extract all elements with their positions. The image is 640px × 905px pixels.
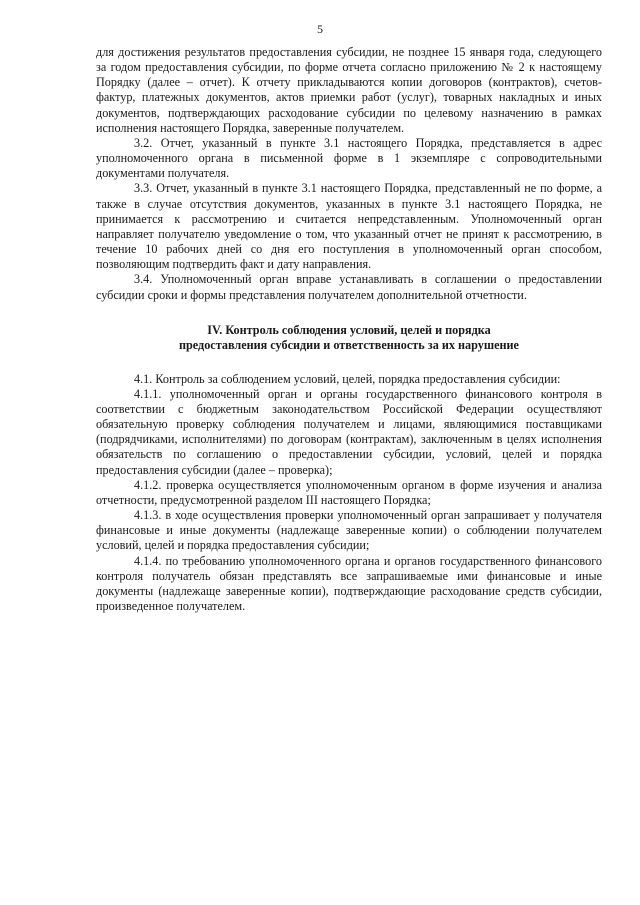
paragraph-3-3: 3.3. Отчет, указанный в пункте 3.1 настоящего Порядка, представленный не по форме, а также в случае отсутствия документов, указанных в пункте 3.1 настоящего Порядка, не принимается к рассмотрению и считается непредставленным. Уполномоченный орган направляет получателю уведомление о том, что указанный отчет не принят к рассмотрению, в течение 10 рабочих дней со дня его поступления в уполномоченный орган способом, позволяющим подтвердить факт и дату направления. xyxy=(96,181,602,272)
paragraph-4-1-4: 4.1.4. по требованию уполномоченного органа и органов государственного финансового контроля получатель обязан представлять все запрашиваемые ими финансовые и иные документы (надлежаще заверенные копии), подтверждающие расходование средств субсидии, произведенное получателем. xyxy=(96,553,602,613)
section-heading-line-2: предоставления субсидии и ответственность за их нарушение xyxy=(179,337,519,352)
paragraph-4-1-1: 4.1.1. уполномоченный орган и органы государственного финансового контроля в соответствии с бюджетным законодательством Российской Федерации осуществляют обязательную проверку соблюдения получателем и лицами, являющимися поставщиками (подрядчиками, исполнителями) по договорам (контрактам), заключенным в целях исполнения обязательств по соглашению о предоставлении субсидии, условий, целей и порядка предоставления субсидии (далее – проверка); xyxy=(96,386,602,477)
paragraph-4-1-2: 4.1.2. проверка осуществляется уполномоченным органом в форме изучения и анализа отчетности, предусмотренной разделом III настоящего Порядка; xyxy=(96,477,602,507)
document-body xyxy=(96,45,602,614)
section-heading xyxy=(96,323,602,353)
paragraph-4-1-3: 4.1.3. в ходе осуществления проверки уполномоченный орган запрашивает у получателя финансовые и иные документы (надлежаще заверенные копии) о соблюдении получателем условий, целей и порядка предоставления субсидии; xyxy=(96,508,602,553)
paragraph-3-1-continued: для достижения результатов предоставления субсидии, не позднее 15 января года, следующего за годом предоставления субсидии, по форме отчета согласно приложению № 2 к настоящему Порядку (далее – отчет). К отчету прикладываются копии договоров (контрактов), счетов-фактур, платежных документов, актов приемки работ (услуг), товарных накладных и иных документов, подтверждающих расходование субсидии по целевому назначению в рамках исполнения настоящего Порядка, заверенные получателем. xyxy=(96,45,602,135)
paragraph-3-2: 3.2. Отчет, указанный в пункте 3.1 настоящего Порядка, представляется в адрес уполномоченного органа в письменной форме в 1 экземпляре с сопроводительными документами получателя. xyxy=(96,135,602,181)
paragraph-4-1: 4.1. Контроль за соблюдением условий, целей, порядка предоставления субсидии: xyxy=(134,371,561,386)
section-heading-line-1: IV. Контроль соблюдения условий, целей и порядка xyxy=(207,322,491,337)
paragraph-3-4: 3.4. Уполномоченный орган вправе устанавливать в соглашении о предоставлении субсидии сроки и формы представления получателем дополнительной отчетности. xyxy=(96,272,602,302)
page-number: 5 xyxy=(317,22,323,36)
